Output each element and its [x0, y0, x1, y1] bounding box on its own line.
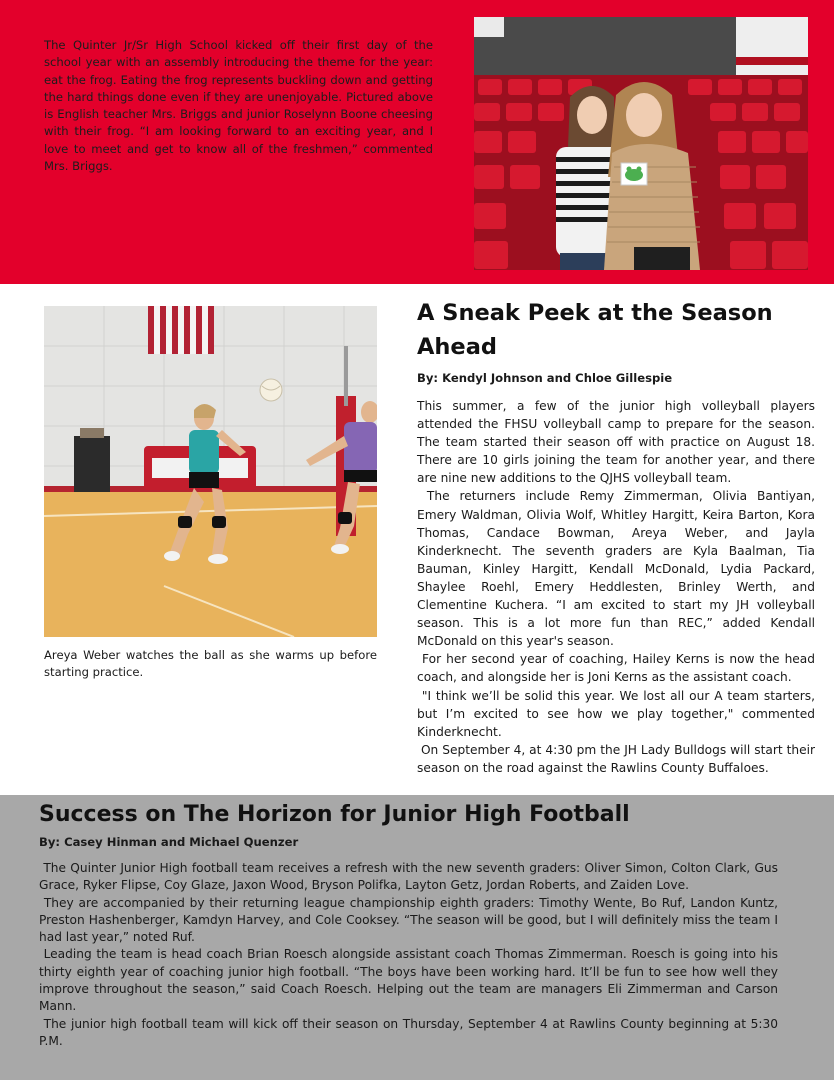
volleyball-article-title: A Sneak Peek at the Season Ahead [417, 300, 773, 360]
football-paragraph-3: Leading the team is head coach Brian Roesch alongside assistant coach Thomas Zimmerman. Roesch is going into his thirty eighth year of coaching junior high football. “The boys have been working hard. It’ll be fun to see how well they improve throughout the season,” said Coach Roesch. Helping out the team are managers Eli Zimmerman and Carson Mann. [39, 947, 779, 1014]
volleyball-photo-caption: Areya Weber watches the ball as she warms up before starting practice. [44, 648, 377, 680]
football-byline: By: Casey Hinman and Michael Quenzer [39, 835, 299, 849]
football-paragraph-1: The Quinter Junior High football team receives a refresh with the new seventh graders: Oliver Simon, Colton Clark, Gus Grace, Ryker Flipse, Coy Glaze, Jaxon Wood, Bryson Polifka, Layton Getz, Jordan Roberts, and Zaiden Love. [39, 861, 778, 893]
volleyball-paragraph-3: For her second year of coaching, Hailey Kerns is now the head coach, and alongside her is Joni Kerns as the assistant coach. [417, 652, 815, 685]
volleyball-paragraph-4: "I think we’ll be solid this year. We lost all our A team starters, but I’m excited to see how we play together," commented Kinderknecht. [417, 688, 816, 739]
volleyball-paragraph-5: On September 4, at 4:30 pm the JH Lady Bulldogs will start their season on the road against the Rawlins County Buffaloes. [417, 742, 815, 775]
volleyball-paragraph-2: The returners include Remy Zimmerman, Olivia Bantiyan, Emery Waldman, Olivia Wolf, Whitley Hargitt, Keira Barton, Kora Thomas, Candace Bowman, Areya Weber, and Jayla Kinderknecht. The seventh graders are Kyla Baalman, Tia Bauman, Kinley Hargitt, Kendall McDonald, Lydia Packard, Shaylee Roehl, Emery Heddlesten, Brinley Werth, and Clementine Kuchera. “I am excited to start my JH volleyball season. This is a lot more fun than REC,” added Kendall McDonald on this year's season. [417, 489, 815, 649]
football-paragraph-2: They are accompanied by their returning league championship eighth graders: Timothy Wente, Bo Ruf, Landon Kuntz, Preston Hashenberger, Kamdyn Harvey, and Cole Cooksey. “The season will be good, but I will definitely miss the team I had last year,” noted Ruf. [39, 895, 778, 945]
football-article-title: Success on The Horizon for Junior High Football [39, 802, 630, 827]
frog-assembly-photo [474, 17, 808, 270]
volleyball-article-body [417, 397, 815, 777]
volleyball-practice-photo [44, 306, 377, 637]
frog-photo-caption: The Quinter Jr/Sr High School kicked off their first day of the school year with an assembly introducing the theme for the year: eat the frog. Eating the frog represents buckling down and getting the hard things done even if they are unenjoyable. Pictured above is English teacher Mrs. Briggs and junior Roselynn Boone cheesing with their frog. “I am looking forward to an exciting year, and I love to meet and get to know all of the freshmen,” commented Mrs. Briggs. [44, 38, 433, 174]
football-paragraph-4: The junior high football team will kick off their season on Thursday, September 4 at Rawlins County beginning at 5:30 P.M. [39, 1016, 778, 1048]
volleyball-byline: By: Kendyl Johnson and Chloe Gillespie [417, 371, 673, 385]
football-article-body [39, 860, 778, 1050]
volleyball-paragraph-1: This summer, a few of the junior high volleyball players attended the FHSU volleyball camp to prepare for the season. The team started their season off with practice on August 18. There are 10 girls joining the team for another year, and there are nine new additions to the QJHS volleyball team. [417, 399, 815, 486]
